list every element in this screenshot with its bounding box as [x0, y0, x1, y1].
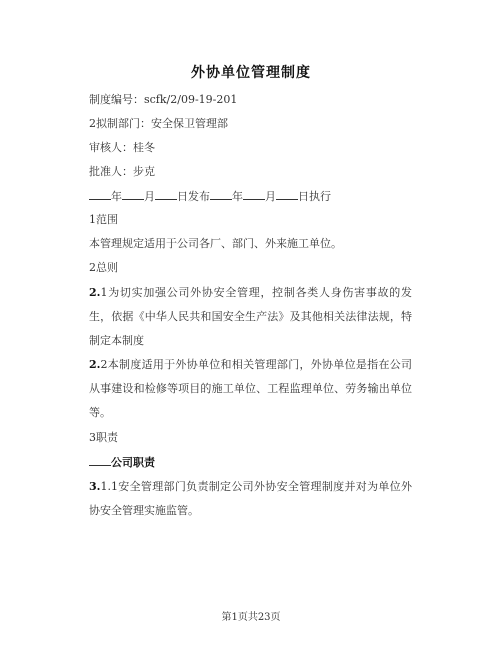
date-month-publish: 月 [144, 190, 155, 203]
section-3-heading: 3职责 [89, 431, 118, 444]
date-month-execute: 月 [265, 190, 276, 203]
blank-underline [155, 189, 177, 200]
blank-underline [210, 189, 232, 200]
date-day-execute: 日执行 [298, 190, 331, 203]
company-duty-label: 公司职责 [111, 456, 155, 469]
doc-number: 制度编号：scfk/2/09-19-201 [89, 93, 238, 106]
blank-underline [122, 189, 144, 200]
paragraph-3-1 [89, 475, 412, 523]
blank-underline [243, 189, 265, 200]
section-1-text: 本管理规定适用于公司各厂、部门、外来施工单位。 [89, 237, 342, 250]
date-year-publish: 年 [111, 190, 122, 203]
approver: 批准人：步克 [89, 165, 155, 178]
date-day-publish: 日发布 [177, 190, 210, 203]
date-year-execute: 年 [232, 190, 243, 203]
drafting-department: 2拟制部门：安全保卫管理部 [89, 117, 228, 130]
paragraph-2-2 [89, 353, 412, 425]
blank-underline [276, 189, 298, 200]
section-2-heading: 2总则 [89, 261, 118, 274]
paragraph-body: 2本制度适用于外协单位和相关管理部门，外协单位是指在公司从事建设和检修等项目的施工单位、工程监理单位、劳务输出单位等。 [89, 358, 412, 419]
paragraph-2-1 [89, 281, 412, 353]
paragraph-lead-number: 2. [89, 286, 101, 299]
paragraph-body: 1为切实加强公司外协安全管理，控制各类人身伤害事故的发生，依据《中华人民共和国安全生产法》及其他相关法律法规，特制定本制度 [89, 286, 412, 347]
paragraph-body: 1.1安全管理部门负责制定公司外协安全管理制度并对为单位外协安全管理实施监管。 [89, 480, 412, 517]
blank-underline [89, 455, 111, 466]
page-indicator: 第1页共23页 [221, 612, 281, 623]
section-1-heading: 1范围 [89, 213, 118, 226]
company-duty-heading [89, 455, 155, 470]
paragraph-lead-number: 2. [89, 358, 101, 371]
blank-underline [89, 189, 111, 200]
paragraph-lead-number: 3. [89, 480, 101, 493]
date-line [89, 189, 331, 204]
document-title: 外协单位管理制度 [191, 65, 311, 81]
reviewer: 审核人：桂冬 [89, 141, 155, 154]
